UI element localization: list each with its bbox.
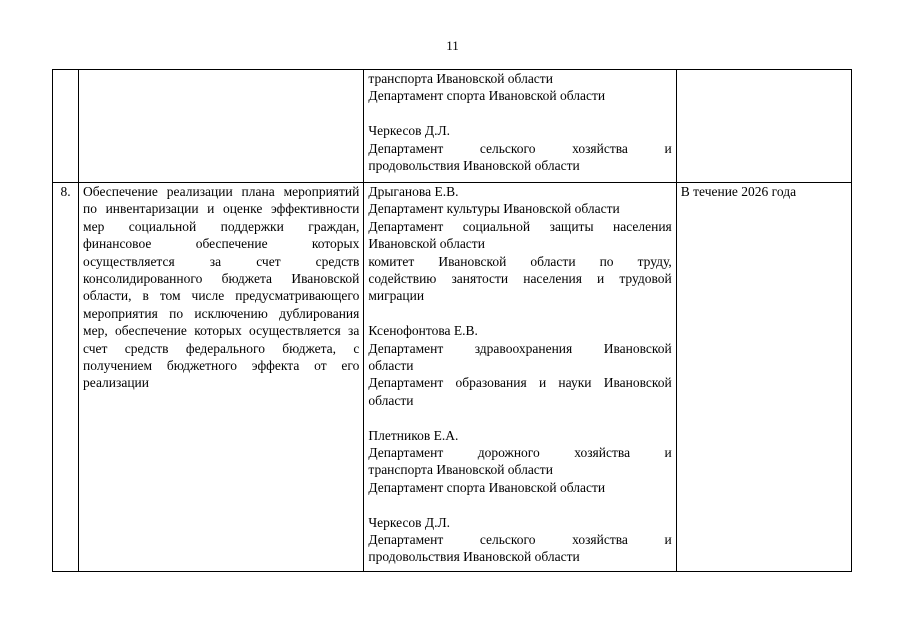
table-row-8 — [53, 183, 852, 572]
responsible-line: транспорта Ивановской области — [368, 462, 553, 478]
measures-table — [52, 69, 852, 572]
responsible-line: Департамент спорта Ивановской области — [368, 88, 606, 104]
responsible-line: Департамент сельского хозяйства и — [368, 140, 672, 156]
responsible-line: Департамент образования и науки Ивановской — [368, 375, 672, 391]
responsible-line: Дрыганова Е.В. — [368, 184, 459, 199]
responsible-line: Департамент здравоохранения Ивановской — [368, 340, 672, 356]
responsible-line: Департамент социальной защиты населения — [368, 218, 672, 234]
responsible-line: содействию занятости населения и трудовой — [368, 271, 672, 287]
responsible-line: Ксенофонтова Е.В. — [368, 323, 478, 339]
responsible-line: миграции — [368, 288, 425, 304]
description-cell — [79, 70, 364, 183]
responsible-line: области — [368, 392, 414, 408]
responsible-line: продовольствия Ивановской области — [368, 158, 580, 174]
line-gap — [368, 409, 671, 426]
page-number: 11 — [446, 38, 459, 53]
responsible-line: области — [368, 358, 414, 374]
row-number-cell — [53, 70, 79, 183]
row-number-cell: 8. — [53, 183, 79, 572]
responsible-line: Плетников Е.А. — [368, 427, 459, 443]
responsible-line: Черкесов Д.Л. — [368, 514, 451, 530]
responsible-line: комитет Ивановской области по труду, — [368, 253, 672, 269]
responsible-line: Черкесов Д.Л. — [368, 123, 451, 139]
description-cell: Обеспечение реализации плана мероприятий по инвентаризации и оценке эффективности мер социальной поддержки граждан, финансовое обеспечение которых осуществляется за счет средств консолидированного бюджета Ивановской области, в том числе предусматривающего мероприятия по исключению дублирования мер, обеспечение которых осуществляется за счет средств федерального бюджета, с получением бюджетного эффекта от его реализации — [79, 183, 364, 572]
table-row-continued — [53, 70, 852, 183]
line-gap — [368, 496, 671, 513]
responsible-line: Департамент культуры Ивановской области — [368, 201, 620, 217]
responsible-line: продовольствия Ивановской области — [368, 549, 580, 565]
line-gap — [368, 105, 671, 122]
responsible-line: Департамент спорта Ивановской области — [368, 479, 606, 495]
term-cell: В течение 2026 года — [676, 183, 851, 572]
term-cell — [676, 70, 851, 183]
responsible-line: Департамент дорожного хозяйства и — [368, 445, 672, 461]
responsible-line: транспорта Ивановской области — [368, 71, 553, 86]
responsible-line: Департамент сельского хозяйства и — [368, 532, 672, 548]
line-gap — [368, 305, 671, 322]
responsible-cell — [364, 183, 676, 572]
responsible-cell — [364, 70, 676, 183]
responsible-line: Ивановской области — [368, 236, 485, 252]
